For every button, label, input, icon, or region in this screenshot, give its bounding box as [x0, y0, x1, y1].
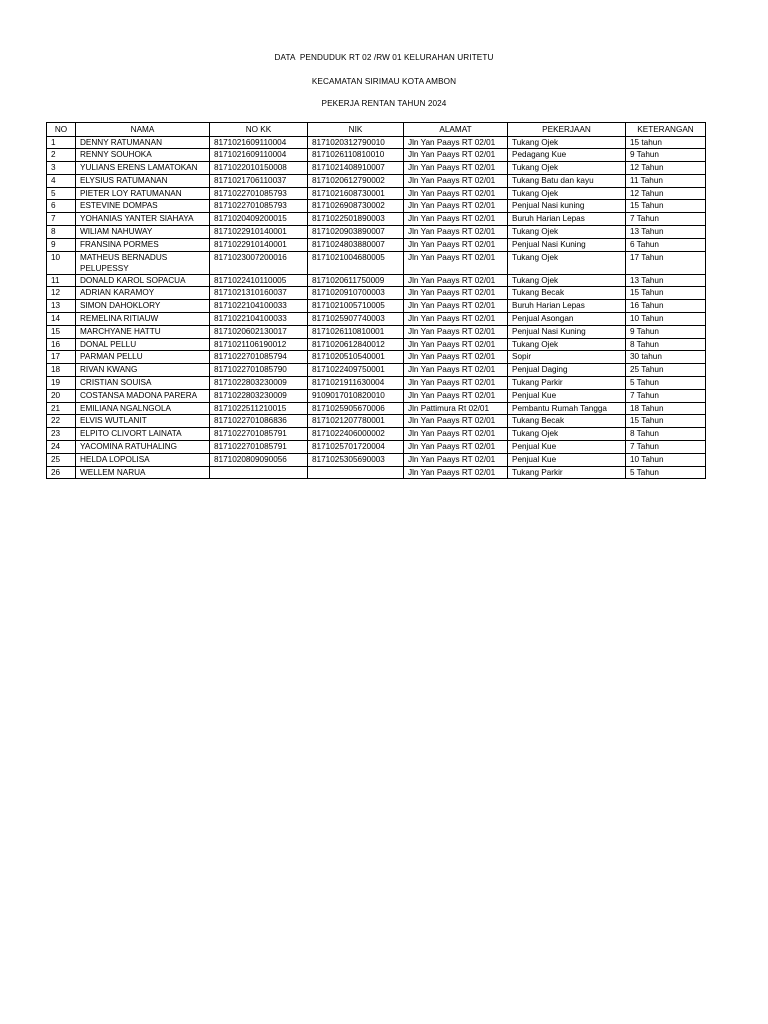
cell-keterangan: 7 Tahun [626, 389, 706, 402]
cell-no: 20 [47, 389, 76, 402]
cell-pekerjaan: Tukang Ojek [508, 251, 626, 274]
cell-keterangan: 7 Tahun [626, 441, 706, 454]
cell-nik [308, 466, 404, 479]
cell-no-kk: 8171022410110005 [210, 274, 308, 287]
cell-nama: PARMAN PELLU [76, 351, 210, 364]
cell-nama: ELYSIUS RATUMANAN [76, 174, 210, 187]
cell-nik: 8171020910700003 [308, 287, 404, 300]
table-row [47, 351, 706, 364]
cell-no: 14 [47, 313, 76, 326]
cell-no-kk: 8171021310160037 [210, 287, 308, 300]
cell-keterangan: 15 Tahun [626, 415, 706, 428]
cell-alamat: Jln Yan Paays RT 02/01 [404, 441, 508, 454]
cell-no: 6 [47, 200, 76, 213]
cell-keterangan: 9 Tahun [626, 149, 706, 162]
table-header [47, 123, 706, 137]
table-row [47, 238, 706, 251]
cell-no-kk [210, 466, 308, 479]
cell-alamat: Jln Yan Paays RT 02/01 [404, 313, 508, 326]
cell-alamat: Jln Yan Paays RT 02/01 [404, 238, 508, 251]
cell-pekerjaan: Tukang Ojek [508, 136, 626, 149]
cell-nik: 8171025907740003 [308, 313, 404, 326]
cell-pekerjaan: Penjual Daging [508, 364, 626, 377]
cell-pekerjaan: Tukang Parkir [508, 377, 626, 390]
cell-no: 15 [47, 325, 76, 338]
cell-nik: 8171020612840012 [308, 338, 404, 351]
cell-nama: COSTANSA MADONA PARERA [76, 389, 210, 402]
cell-pekerjaan: Penjual Nasi Kuning [508, 238, 626, 251]
table-row [47, 226, 706, 239]
cell-alamat: Jln Yan Paays RT 02/01 [404, 136, 508, 149]
cell-alamat: Jln Yan Paays RT 02/01 [404, 389, 508, 402]
cell-no: 13 [47, 300, 76, 313]
cell-no: 11 [47, 274, 76, 287]
cell-nik: 8171021408910007 [308, 162, 404, 175]
cell-no-kk: 8171022701085791 [210, 428, 308, 441]
column-header-nama: NAMA [76, 123, 210, 137]
cell-no-kk: 8171022104100033 [210, 313, 308, 326]
table-row [47, 287, 706, 300]
cell-pekerjaan: Tukang Becak [508, 415, 626, 428]
cell-no: 8 [47, 226, 76, 239]
cell-nama: REMELINA RITIAUW [76, 313, 210, 326]
cell-alamat: Jln Yan Paays RT 02/01 [404, 377, 508, 390]
table-row [47, 453, 706, 466]
cell-no: 16 [47, 338, 76, 351]
cell-no-kk: 8171022701085793 [210, 200, 308, 213]
cell-no-kk: 8171022010150008 [210, 162, 308, 175]
cell-alamat: Jln Yan Paays RT 02/01 [404, 325, 508, 338]
cell-nik: 8171021608730001 [308, 187, 404, 200]
cell-no: 21 [47, 402, 76, 415]
cell-pekerjaan: Tukang Becak [508, 287, 626, 300]
cell-alamat: Jln Yan Paays RT 02/01 [404, 300, 508, 313]
cell-alamat: Jln Yan Paays RT 02/01 [404, 274, 508, 287]
cell-no: 12 [47, 287, 76, 300]
cell-nik: 8171020612790002 [308, 174, 404, 187]
cell-no-kk: 8171022104100033 [210, 300, 308, 313]
cell-no-kk: 8171022910140001 [210, 226, 308, 239]
table-row [47, 338, 706, 351]
cell-nama: YACOMINA RATUHALING [76, 441, 210, 454]
cell-pekerjaan: Pedagang Kue [508, 149, 626, 162]
cell-alamat: Jln Yan Paays RT 02/01 [404, 415, 508, 428]
cell-no-kk: 8171022803230009 [210, 389, 308, 402]
cell-nama: DONALD KAROL SOPACUA [76, 274, 210, 287]
cell-keterangan: 12 Tahun [626, 162, 706, 175]
cell-keterangan: 16 Tahun [626, 300, 706, 313]
table-row [47, 313, 706, 326]
cell-no: 4 [47, 174, 76, 187]
cell-alamat: Jln Yan Paays RT 02/01 [404, 226, 508, 239]
cell-nik: 8171025905670006 [308, 402, 404, 415]
resident-table [46, 122, 706, 479]
cell-no-kk: 8171023007200016 [210, 251, 308, 274]
table-row [47, 251, 706, 274]
cell-keterangan: 10 Tahun [626, 453, 706, 466]
table-row [47, 402, 706, 415]
cell-alamat: Jln Yan Paays RT 02/01 [404, 466, 508, 479]
cell-no: 23 [47, 428, 76, 441]
cell-pekerjaan: Tukang Ojek [508, 226, 626, 239]
cell-no-kk: 8171022511210015 [210, 402, 308, 415]
cell-nik: 8171021005710005 [308, 300, 404, 313]
document-title: DATA PENDUDUK RT 02 /RW 01 KELURAHAN URITETU [274, 53, 494, 62]
cell-keterangan: 15 tahun [626, 136, 706, 149]
cell-no-kk: 8171022701085791 [210, 441, 308, 454]
cell-nama: DONAL PELLU [76, 338, 210, 351]
cell-nik: 8171022501890003 [308, 213, 404, 226]
cell-keterangan: 15 Tahun [626, 200, 706, 213]
cell-no: 7 [47, 213, 76, 226]
cell-keterangan: 8 Tahun [626, 428, 706, 441]
column-header-keterangan: KETERANGAN [626, 123, 706, 137]
cell-keterangan: 8 Tahun [626, 338, 706, 351]
cell-pekerjaan: Tukang Ojek [508, 428, 626, 441]
cell-pekerjaan: Tukang Ojek [508, 187, 626, 200]
column-header-pekerjaan: PEKERJAAN [508, 123, 626, 137]
cell-no: 5 [47, 187, 76, 200]
column-header-no-kk: NO KK [210, 123, 308, 137]
cell-nik: 8171020903890007 [308, 226, 404, 239]
cell-alamat: Jln Yan Paays RT 02/01 [404, 338, 508, 351]
cell-nik: 8171021911630004 [308, 377, 404, 390]
cell-no-kk: 8171022910140001 [210, 238, 308, 251]
cell-pekerjaan: Pembantu Rumah Tangga [508, 402, 626, 415]
table-row [47, 364, 706, 377]
table-row [47, 415, 706, 428]
cell-nik: 8171024803880007 [308, 238, 404, 251]
cell-alamat: Jln Yan Paays RT 02/01 [404, 200, 508, 213]
cell-nama: FRANSINA PORMES [76, 238, 210, 251]
cell-no: 22 [47, 415, 76, 428]
cell-alamat: Jln Yan Paays RT 02/01 [404, 453, 508, 466]
cell-keterangan: 5 Tahun [626, 377, 706, 390]
cell-no: 10 [47, 251, 76, 274]
cell-nama: ADRIAN KARAMOY [76, 287, 210, 300]
cell-alamat: Jln Yan Paays RT 02/01 [404, 251, 508, 274]
cell-pekerjaan: Buruh Harian Lepas [508, 213, 626, 226]
cell-alamat: Jln Pattimura Rt 02/01 [404, 402, 508, 415]
cell-pekerjaan: Tukang Ojek [508, 274, 626, 287]
cell-pekerjaan: Tukang Ojek [508, 338, 626, 351]
cell-no-kk: 8171022701086836 [210, 415, 308, 428]
cell-nama: ELPITO CLIVORT LAINATA [76, 428, 210, 441]
cell-keterangan: 15 Tahun [626, 287, 706, 300]
cell-nama: YOHANIAS YANTER SIAHAYA [76, 213, 210, 226]
cell-no: 2 [47, 149, 76, 162]
cell-nik: 8171020510540001 [308, 351, 404, 364]
table-row [47, 174, 706, 187]
table-row [47, 377, 706, 390]
cell-alamat: Jln Yan Paays RT 02/01 [404, 149, 508, 162]
cell-nama: SIMON DAHOKLORY [76, 300, 210, 313]
table-header-row [47, 123, 706, 137]
cell-alamat: Jln Yan Paays RT 02/01 [404, 287, 508, 300]
cell-alamat: Jln Yan Paays RT 02/01 [404, 213, 508, 226]
cell-no-kk: 8171022803230009 [210, 377, 308, 390]
cell-nama: RENNY SOUHOKA [76, 149, 210, 162]
cell-no-kk: 8171021106190012 [210, 338, 308, 351]
column-header-alamat: ALAMAT [404, 123, 508, 137]
cell-nama: ELVIS WUTLANIT [76, 415, 210, 428]
cell-no: 17 [47, 351, 76, 364]
cell-alamat: Jln Yan Paays RT 02/01 [404, 428, 508, 441]
cell-nik: 8171022406000002 [308, 428, 404, 441]
cell-alamat: Jln Yan Paays RT 02/01 [404, 351, 508, 364]
table-row [47, 300, 706, 313]
cell-nama: EMILIANA NGALNGOLA [76, 402, 210, 415]
table-row [47, 428, 706, 441]
cell-keterangan: 13 Tahun [626, 274, 706, 287]
cell-alamat: Jln Yan Paays RT 02/01 [404, 187, 508, 200]
table-row [47, 466, 706, 479]
cell-pekerjaan: Tukang Batu dan kayu [508, 174, 626, 187]
cell-no: 1 [47, 136, 76, 149]
cell-keterangan: 11 Tahun [626, 174, 706, 187]
cell-nik: 8171026908730002 [308, 200, 404, 213]
cell-pekerjaan: Penjual Kue [508, 441, 626, 454]
cell-nik: 8171020611750009 [308, 274, 404, 287]
cell-nik: 8171021004680005 [308, 251, 404, 274]
cell-nik: 8171022409750001 [308, 364, 404, 377]
table-row [47, 162, 706, 175]
cell-keterangan: 10 Tahun [626, 313, 706, 326]
table-row [47, 325, 706, 338]
cell-keterangan: 18 Tahun [626, 402, 706, 415]
cell-alamat: Jln Yan Paays RT 02/01 [404, 174, 508, 187]
table-row [47, 441, 706, 454]
table-row [47, 213, 706, 226]
cell-pekerjaan: Tukang Ojek [508, 162, 626, 175]
table-row [47, 200, 706, 213]
cell-nik: 8171026110810001 [308, 325, 404, 338]
table-row [47, 187, 706, 200]
column-header-no: NO [47, 123, 76, 137]
cell-no-kk: 8171022701085793 [210, 187, 308, 200]
cell-no: 3 [47, 162, 76, 175]
cell-nama: PIETER LOY RATUMANAN [76, 187, 210, 200]
table-row [47, 136, 706, 149]
cell-no-kk: 8171021609110004 [210, 149, 308, 162]
cell-nama: CRISTIAN SOUISA [76, 377, 210, 390]
cell-nik: 8171025305690003 [308, 453, 404, 466]
cell-keterangan: 17 Tahun [626, 251, 706, 274]
cell-nama: WILIAM NAHUWAY [76, 226, 210, 239]
cell-keterangan: 6 Tahun [626, 238, 706, 251]
cell-nik: 9109017010820010 [308, 389, 404, 402]
table-body [47, 136, 706, 479]
cell-keterangan: 5 Tahun [626, 466, 706, 479]
cell-pekerjaan: Penjual Kue [508, 389, 626, 402]
cell-keterangan: 30 tahun [626, 351, 706, 364]
cell-pekerjaan: Buruh Harian Lepas [508, 300, 626, 313]
cell-nama: DENNY RATUMANAN [76, 136, 210, 149]
cell-nama: HELDA LOPOLISA [76, 453, 210, 466]
cell-no: 24 [47, 441, 76, 454]
cell-pekerjaan: Penjual Kue [508, 453, 626, 466]
cell-nama: MARCHYANE HATTU [76, 325, 210, 338]
cell-nama: WELLEM NARUA [76, 466, 210, 479]
table-row [47, 149, 706, 162]
cell-keterangan: 25 Tahun [626, 364, 706, 377]
cell-pekerjaan: Penjual Nasi kuning [508, 200, 626, 213]
cell-alamat: Jln Yan Paays RT 02/01 [404, 162, 508, 175]
cell-keterangan: 9 Tahun [626, 325, 706, 338]
cell-no-kk: 8171022701085790 [210, 364, 308, 377]
cell-no: 9 [47, 238, 76, 251]
cell-pekerjaan: Sopir [508, 351, 626, 364]
cell-no-kk: 8171021706110037 [210, 174, 308, 187]
table-row [47, 274, 706, 287]
cell-nama: YULIANS ERENS LAMATOKAN [76, 162, 210, 175]
cell-no: 25 [47, 453, 76, 466]
cell-nama: ESTEVINE DOMPAS [76, 200, 210, 213]
cell-no-kk: 8171021609110004 [210, 136, 308, 149]
cell-alamat: Jln Yan Paays RT 02/01 [404, 364, 508, 377]
cell-nik: 8171021207780001 [308, 415, 404, 428]
cell-no: 19 [47, 377, 76, 390]
cell-no-kk: 8171020602130017 [210, 325, 308, 338]
cell-no: 18 [47, 364, 76, 377]
cell-pekerjaan: Tukang Parkir [508, 466, 626, 479]
cell-pekerjaan: Penjual Nasi Kuning [508, 325, 626, 338]
cell-nik: 8171020312790010 [308, 136, 404, 149]
cell-nama: RIVAN KWANG [76, 364, 210, 377]
cell-no-kk: 8171020409200015 [210, 213, 308, 226]
column-header-nik: NIK [308, 123, 404, 137]
cell-no-kk: 8171020809090056 [210, 453, 308, 466]
cell-nik: 8171025701720004 [308, 441, 404, 454]
cell-keterangan: 7 Tahun [626, 213, 706, 226]
table-row [47, 389, 706, 402]
cell-nik: 8171026110810010 [308, 149, 404, 162]
cell-keterangan: 13 Tahun [626, 226, 706, 239]
cell-nama: MATHEUS BERNADUS PELUPESSY [76, 251, 210, 274]
document-subtitle-district: KECAMATAN SIRIMAU KOTA AMBON [311, 77, 457, 86]
cell-no-kk: 8171022701085794 [210, 351, 308, 364]
document-subtitle-year: PEKERJA RENTAN TAHUN 2024 [321, 99, 447, 108]
cell-pekerjaan: Penjual Asongan [508, 313, 626, 326]
cell-keterangan: 12 Tahun [626, 187, 706, 200]
cell-no: 26 [47, 466, 76, 479]
